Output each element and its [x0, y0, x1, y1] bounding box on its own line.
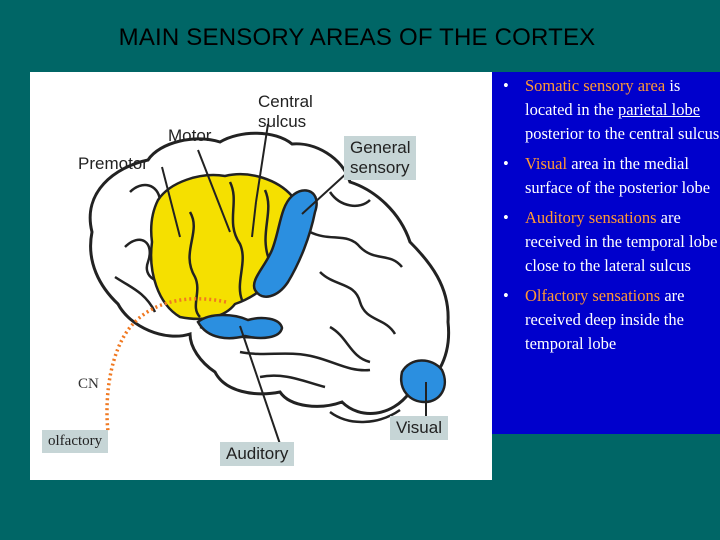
- label-premotor: Premotor: [78, 154, 148, 173]
- bullet-list-panel: [492, 72, 720, 434]
- bullet-item-olfactory: • Olfactory sensations are received deep inside the temporal lobe: [503, 286, 685, 353]
- visual-area: [401, 360, 445, 402]
- label-motor: Motor: [168, 126, 212, 145]
- page-title: MAIN SENSORY AREAS OF THE CORTEX: [118, 24, 596, 51]
- bullet-dot: •: [503, 286, 509, 305]
- bullet-dot: •: [503, 76, 509, 95]
- label-visual: Visual: [390, 416, 448, 440]
- bullet-dot: •: [503, 208, 509, 227]
- cn-mark: CN: [78, 376, 99, 392]
- bullet-dot: •: [503, 154, 509, 173]
- bullet-item-visual: • Visual area in the medial surface of the posterior lobe: [503, 154, 711, 197]
- bullet-item-auditory: • Auditory sensations are received in the temporal lobe close to the lateral sulcus: [503, 208, 718, 275]
- label-auditory: Auditory: [220, 442, 294, 466]
- bullet-item-somatic: • Somatic sensory area is located in the parietal lobe posterior to the central sulcus: [503, 76, 720, 143]
- label-central-sulcus: Central sulcus: [258, 92, 313, 131]
- brain-figure: [30, 72, 492, 480]
- label-general-sensory: General sensory: [344, 136, 416, 180]
- label-olfactory: olfactory: [42, 430, 108, 453]
